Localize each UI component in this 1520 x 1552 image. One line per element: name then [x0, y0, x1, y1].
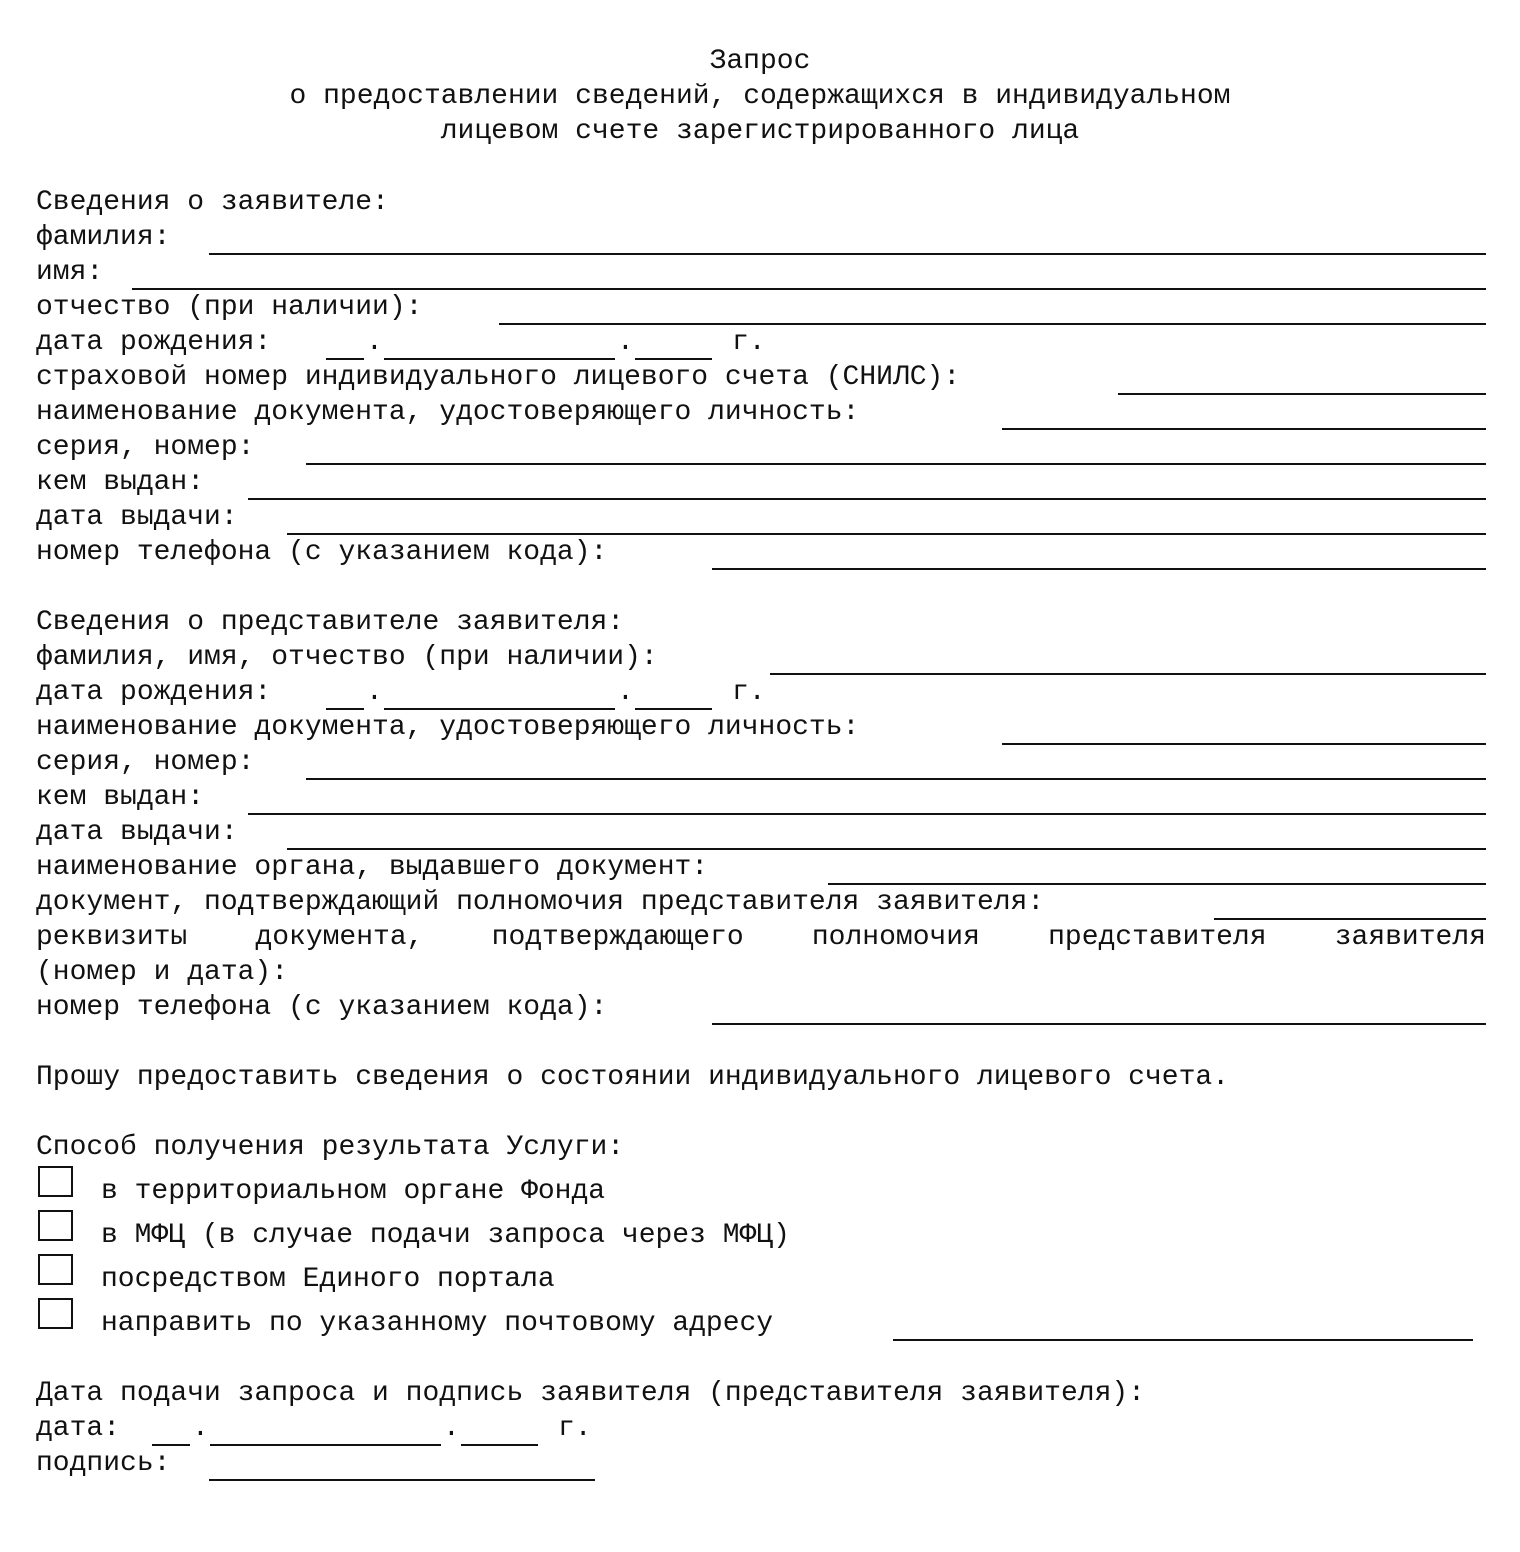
word: представителя: [1048, 922, 1267, 953]
applicant-issued-by-field[interactable]: [248, 498, 1486, 500]
representative-full-name-field[interactable]: [770, 673, 1486, 675]
delivery-heading: Способ получения результата Услуги:: [36, 1132, 625, 1163]
year-suffix: г.: [732, 327, 766, 358]
date-separator: .: [617, 677, 634, 708]
delivery-option-checkbox[interactable]: [38, 1210, 73, 1241]
applicant-phone-label: номер телефона (с указанием кода):: [36, 537, 608, 568]
delivery-option-label: посредством Единого портала: [101, 1264, 555, 1295]
applicant-id-doc-label: наименование документа, удостоверяющего личность:: [36, 397, 860, 428]
representative-authority-doc-label: документ, подтверждающий полномочия представителя заявителя:: [36, 887, 1045, 918]
representative-issuing-authority-label: наименование органа, выдавшего документ:: [36, 852, 709, 883]
delivery-option-label: в территориальном органе Фонда: [101, 1176, 606, 1207]
signature-label: подпись:: [36, 1448, 171, 1479]
document-title: [0, 44, 1520, 149]
delivery-option-label: направить по указанному почтовому адресу: [101, 1308, 774, 1339]
representative-full-name-label: фамилия, имя, отчество (при наличии):: [36, 642, 658, 673]
date-separator: .: [192, 1413, 209, 1444]
year-suffix: г.: [558, 1413, 592, 1444]
representative-phone-label: номер телефона (с указанием кода):: [36, 992, 608, 1023]
representative-authority-details-label: [36, 920, 1486, 955]
signature-field[interactable]: [209, 1479, 595, 1481]
applicant-snils-field[interactable]: [1118, 393, 1486, 395]
word: заявителя: [1334, 922, 1486, 953]
representative-series-number-field[interactable]: [306, 778, 1486, 780]
applicant-patronymic-label: отчество (при наличии):: [36, 292, 423, 323]
delivery-option-label: в МФЦ (в случае подачи запроса через МФЦ): [101, 1220, 790, 1251]
representative-series-number-label: серия, номер:: [36, 747, 255, 778]
signature-heading: Дата подачи запроса и подпись заявителя (представителя заявителя):: [36, 1378, 1145, 1409]
delivery-option-checkbox[interactable]: [38, 1166, 73, 1197]
representative-authority-details-label-cont: (номер и дата):: [36, 957, 289, 988]
date-separator: .: [617, 327, 634, 358]
word: подтверждающего: [491, 922, 744, 953]
title-line-3: лицевом счете зарегистрированного лица: [440, 116, 1080, 147]
submission-date-label: дата:: [36, 1413, 121, 1444]
word: документа,: [255, 922, 424, 953]
date-separator: .: [443, 1413, 460, 1444]
delivery-option-checkbox[interactable]: [38, 1254, 73, 1285]
representative-issue-date-label: дата выдачи:: [36, 817, 238, 848]
date-separator: .: [366, 327, 383, 358]
submission-month-field[interactable]: [210, 1444, 441, 1446]
applicant-name-label: имя:: [36, 257, 104, 288]
representative-id-doc-field[interactable]: [1002, 743, 1486, 745]
applicant-phone-field[interactable]: [712, 568, 1486, 570]
date-separator: .: [366, 677, 383, 708]
applicant-id-doc-field[interactable]: [1002, 428, 1486, 430]
representative-phone-field[interactable]: [712, 1023, 1486, 1025]
applicant-series-number-label: серия, номер:: [36, 432, 255, 463]
representative-heading: Сведения о представителе заявителя:: [36, 607, 625, 638]
applicant-issued-by-label: кем выдан:: [36, 467, 205, 498]
applicant-surname-label: фамилия:: [36, 222, 171, 253]
word: полномочия: [811, 922, 980, 953]
postal-address-field[interactable]: [893, 1339, 1473, 1341]
request-statement: Прошу предоставить сведения о состоянии индивидуального лицевого счета.: [36, 1062, 1229, 1093]
applicant-birth-date-label: дата рождения:: [36, 327, 272, 358]
representative-issued-by-label: кем выдан:: [36, 782, 205, 813]
applicant-series-number-field[interactable]: [306, 463, 1486, 465]
applicant-surname-field[interactable]: [209, 253, 1486, 255]
submission-year-field[interactable]: [461, 1444, 538, 1446]
title-line-2: о предоставлении сведений, содержащихся в индивидуальном: [289, 81, 1231, 112]
title-line-1: Запрос: [709, 46, 811, 77]
word: реквизиты: [36, 922, 188, 953]
applicant-heading: Сведения о заявителе:: [36, 187, 389, 218]
applicant-patronymic-field[interactable]: [499, 323, 1486, 325]
representative-issued-by-field[interactable]: [248, 813, 1486, 815]
year-suffix: г.: [732, 677, 766, 708]
representative-birth-date-label: дата рождения:: [36, 677, 272, 708]
applicant-snils-label: страховой номер индивидуального лицевого счета (СНИЛС):: [36, 362, 961, 393]
applicant-issue-date-label: дата выдачи:: [36, 502, 238, 533]
delivery-option-checkbox[interactable]: [38, 1298, 73, 1329]
representative-id-doc-label: наименование документа, удостоверяющего личность:: [36, 712, 860, 743]
